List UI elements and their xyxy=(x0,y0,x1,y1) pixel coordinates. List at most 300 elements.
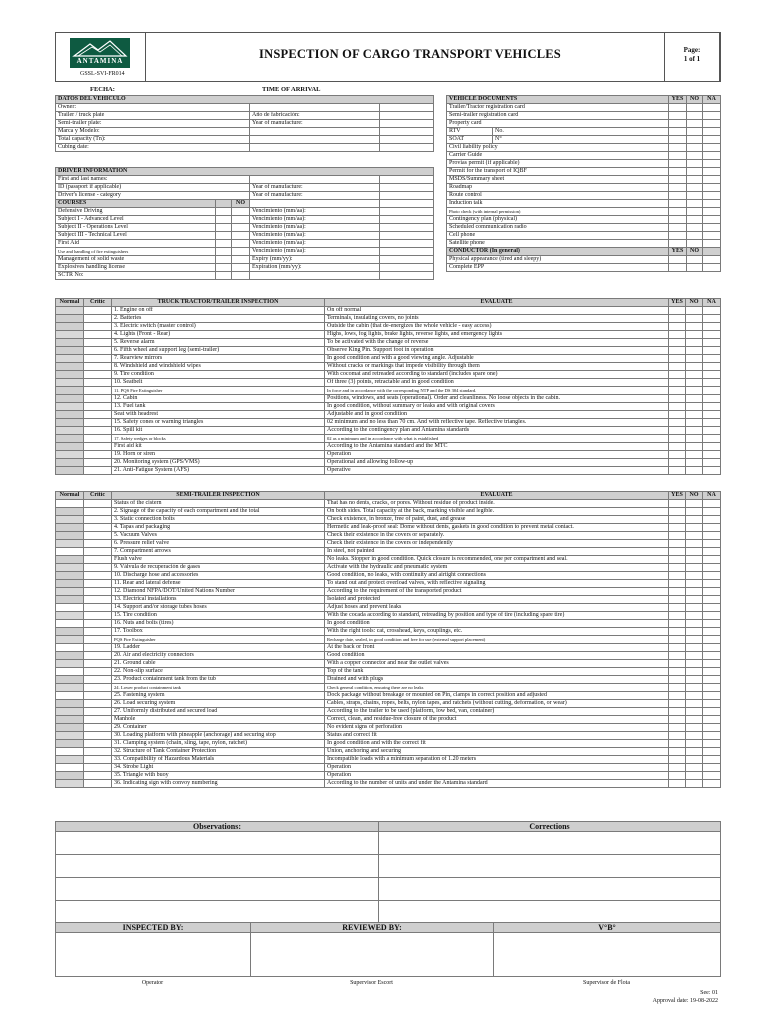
na-check[interactable] xyxy=(703,379,721,387)
yes-check[interactable] xyxy=(669,427,686,435)
critic-check[interactable] xyxy=(84,636,112,644)
no-check[interactable] xyxy=(686,764,703,772)
critic-check[interactable] xyxy=(84,459,112,467)
na-check[interactable] xyxy=(703,500,721,508)
no-check[interactable] xyxy=(686,556,703,564)
no-check[interactable] xyxy=(687,256,703,264)
na-check[interactable] xyxy=(703,200,721,208)
critic-check[interactable] xyxy=(84,307,112,315)
critic-check[interactable] xyxy=(84,756,112,764)
na-check[interactable] xyxy=(703,556,721,564)
normal-check[interactable] xyxy=(56,564,84,572)
observations-line[interactable] xyxy=(56,832,379,855)
critic-check[interactable] xyxy=(84,564,112,572)
critic-check[interactable] xyxy=(84,395,112,403)
critic-check[interactable] xyxy=(84,508,112,516)
na-check[interactable] xyxy=(703,208,721,216)
no-check[interactable] xyxy=(686,307,703,315)
expiry-value[interactable] xyxy=(380,216,434,224)
no-check[interactable] xyxy=(686,724,703,732)
field-value[interactable] xyxy=(380,192,434,200)
normal-check[interactable] xyxy=(56,419,84,427)
critic-check[interactable] xyxy=(84,692,112,700)
normal-check[interactable] xyxy=(56,700,84,708)
na-check[interactable] xyxy=(703,516,721,524)
yes-check[interactable] xyxy=(669,192,687,200)
na-check[interactable] xyxy=(703,232,721,240)
field-value[interactable] xyxy=(380,144,434,152)
course-yes-check[interactable] xyxy=(216,216,232,224)
no-check[interactable] xyxy=(686,620,703,628)
normal-check[interactable] xyxy=(56,411,84,419)
no-check[interactable] xyxy=(686,588,703,596)
expiry-value[interactable] xyxy=(380,208,434,216)
normal-check[interactable] xyxy=(56,588,84,596)
normal-check[interactable] xyxy=(56,363,84,371)
yes-check[interactable] xyxy=(669,363,686,371)
critic-check[interactable] xyxy=(84,548,112,556)
no-check[interactable] xyxy=(687,160,703,168)
normal-check[interactable] xyxy=(56,467,84,475)
yes-check[interactable] xyxy=(669,240,687,248)
yes-check[interactable] xyxy=(669,732,686,740)
normal-check[interactable] xyxy=(56,339,84,347)
critic-check[interactable] xyxy=(84,331,112,339)
normal-check[interactable] xyxy=(56,451,84,459)
no-check[interactable] xyxy=(686,636,703,644)
yes-check[interactable] xyxy=(669,176,687,184)
no-check[interactable] xyxy=(686,347,703,355)
normal-check[interactable] xyxy=(56,435,84,443)
no-check[interactable] xyxy=(687,232,703,240)
na-check[interactable] xyxy=(703,128,721,136)
yes-check[interactable] xyxy=(669,572,686,580)
no-check[interactable] xyxy=(686,323,703,331)
na-check[interactable] xyxy=(703,467,721,475)
na-check[interactable] xyxy=(703,652,721,660)
normal-check[interactable] xyxy=(56,355,84,363)
yes-check[interactable] xyxy=(669,216,687,224)
normal-check[interactable] xyxy=(56,628,84,636)
yes-check[interactable] xyxy=(669,596,686,604)
no-check[interactable] xyxy=(686,427,703,435)
na-check[interactable] xyxy=(703,756,721,764)
course-no-check[interactable] xyxy=(232,232,250,240)
critic-check[interactable] xyxy=(84,684,112,692)
na-check[interactable] xyxy=(703,363,721,371)
yes-check[interactable] xyxy=(669,307,686,315)
expiry-value[interactable] xyxy=(380,264,434,272)
expiry-value[interactable] xyxy=(380,256,434,264)
critic-check[interactable] xyxy=(84,652,112,660)
expiry-value[interactable] xyxy=(380,240,434,248)
yes-check[interactable] xyxy=(669,459,686,467)
na-check[interactable] xyxy=(703,104,721,112)
critic-check[interactable] xyxy=(84,355,112,363)
normal-check[interactable] xyxy=(56,307,84,315)
critic-check[interactable] xyxy=(84,660,112,668)
no-check[interactable] xyxy=(686,443,703,451)
field-value[interactable] xyxy=(380,104,434,112)
yes-check[interactable] xyxy=(669,532,686,540)
course-no-check[interactable] xyxy=(232,264,250,272)
normal-check[interactable] xyxy=(56,395,84,403)
na-check[interactable] xyxy=(703,152,721,160)
na-check[interactable] xyxy=(703,323,721,331)
yes-check[interactable] xyxy=(669,684,686,692)
critic-check[interactable] xyxy=(84,668,112,676)
yes-check[interactable] xyxy=(669,652,686,660)
normal-check[interactable] xyxy=(56,620,84,628)
na-check[interactable] xyxy=(703,604,721,612)
no-check[interactable] xyxy=(687,120,703,128)
yes-check[interactable] xyxy=(669,323,686,331)
na-check[interactable] xyxy=(703,732,721,740)
no-check[interactable] xyxy=(686,596,703,604)
yes-check[interactable] xyxy=(669,644,686,652)
normal-check[interactable] xyxy=(56,676,84,684)
inspected-signature-box[interactable] xyxy=(56,933,251,977)
na-check[interactable] xyxy=(703,716,721,724)
na-check[interactable] xyxy=(703,120,721,128)
yes-check[interactable] xyxy=(669,700,686,708)
yes-check[interactable] xyxy=(669,136,687,144)
field-value[interactable] xyxy=(380,176,434,184)
yes-check[interactable] xyxy=(669,379,686,387)
critic-check[interactable] xyxy=(84,780,112,788)
normal-check[interactable] xyxy=(56,596,84,604)
course-no-check[interactable] xyxy=(232,216,250,224)
expiry-value[interactable] xyxy=(380,272,434,280)
yes-check[interactable] xyxy=(669,184,687,192)
yes-check[interactable] xyxy=(669,724,686,732)
normal-check[interactable] xyxy=(56,371,84,379)
yes-check[interactable] xyxy=(669,604,686,612)
critic-check[interactable] xyxy=(84,612,112,620)
na-check[interactable] xyxy=(703,168,721,176)
yes-check[interactable] xyxy=(669,668,686,676)
normal-check[interactable] xyxy=(56,532,84,540)
normal-check[interactable] xyxy=(56,331,84,339)
no-check[interactable] xyxy=(687,176,703,184)
course-no-check[interactable] xyxy=(232,256,250,264)
no-check[interactable] xyxy=(686,403,703,411)
normal-check[interactable] xyxy=(56,524,84,532)
na-check[interactable] xyxy=(703,419,721,427)
na-check[interactable] xyxy=(703,192,721,200)
course-no-check[interactable] xyxy=(232,224,250,232)
observations-line[interactable] xyxy=(56,878,379,901)
critic-check[interactable] xyxy=(84,467,112,475)
yes-check[interactable] xyxy=(669,264,687,272)
yes-check[interactable] xyxy=(669,548,686,556)
observations-line[interactable] xyxy=(56,855,379,878)
yes-check[interactable] xyxy=(669,748,686,756)
normal-check[interactable] xyxy=(56,315,84,323)
critic-check[interactable] xyxy=(84,323,112,331)
critic-check[interactable] xyxy=(84,411,112,419)
normal-check[interactable] xyxy=(56,548,84,556)
no-check[interactable] xyxy=(687,184,703,192)
critic-check[interactable] xyxy=(84,451,112,459)
normal-check[interactable] xyxy=(56,379,84,387)
yes-check[interactable] xyxy=(669,411,686,419)
critic-check[interactable] xyxy=(84,363,112,371)
critic-check[interactable] xyxy=(84,387,112,395)
na-check[interactable] xyxy=(703,387,721,395)
critic-check[interactable] xyxy=(84,524,112,532)
normal-check[interactable] xyxy=(56,604,84,612)
na-check[interactable] xyxy=(703,216,721,224)
normal-check[interactable] xyxy=(56,572,84,580)
critic-check[interactable] xyxy=(84,435,112,443)
course-yes-check[interactable] xyxy=(216,256,232,264)
critic-check[interactable] xyxy=(84,419,112,427)
yes-check[interactable] xyxy=(669,524,686,532)
normal-check[interactable] xyxy=(56,403,84,411)
no-check[interactable] xyxy=(686,748,703,756)
normal-check[interactable] xyxy=(56,732,84,740)
na-check[interactable] xyxy=(703,459,721,467)
normal-check[interactable] xyxy=(56,387,84,395)
normal-check[interactable] xyxy=(56,708,84,716)
critic-check[interactable] xyxy=(84,556,112,564)
na-check[interactable] xyxy=(703,307,721,315)
critic-check[interactable] xyxy=(84,708,112,716)
no-check[interactable] xyxy=(687,152,703,160)
yes-check[interactable] xyxy=(669,339,686,347)
course-yes-check[interactable] xyxy=(216,272,232,280)
critic-check[interactable] xyxy=(84,676,112,684)
no-check[interactable] xyxy=(686,732,703,740)
no-check[interactable] xyxy=(687,240,703,248)
critic-check[interactable] xyxy=(84,724,112,732)
na-check[interactable] xyxy=(703,144,721,152)
no-check[interactable] xyxy=(686,644,703,652)
yes-check[interactable] xyxy=(669,636,686,644)
normal-check[interactable] xyxy=(56,347,84,355)
critic-check[interactable] xyxy=(84,764,112,772)
na-check[interactable] xyxy=(703,540,721,548)
no-check[interactable] xyxy=(687,104,703,112)
critic-check[interactable] xyxy=(84,371,112,379)
yes-check[interactable] xyxy=(669,716,686,724)
normal-check[interactable] xyxy=(56,612,84,620)
yes-check[interactable] xyxy=(669,224,687,232)
na-check[interactable] xyxy=(703,628,721,636)
na-check[interactable] xyxy=(703,355,721,363)
field-value[interactable] xyxy=(380,136,434,144)
na-check[interactable] xyxy=(703,112,721,120)
yes-check[interactable] xyxy=(669,500,686,508)
na-check[interactable] xyxy=(703,347,721,355)
no-check[interactable] xyxy=(686,467,703,475)
na-check[interactable] xyxy=(703,451,721,459)
corrections-line[interactable] xyxy=(379,855,721,878)
yes-check[interactable] xyxy=(669,355,686,363)
no-check[interactable] xyxy=(687,208,703,216)
na-check[interactable] xyxy=(703,403,721,411)
critic-check[interactable] xyxy=(84,740,112,748)
na-check[interactable] xyxy=(703,411,721,419)
course-yes-check[interactable] xyxy=(216,232,232,240)
yes-check[interactable] xyxy=(669,128,687,136)
no-check[interactable] xyxy=(686,684,703,692)
no-check[interactable] xyxy=(686,419,703,427)
yes-check[interactable] xyxy=(669,256,687,264)
critic-check[interactable] xyxy=(84,403,112,411)
no-check[interactable] xyxy=(687,168,703,176)
yes-check[interactable] xyxy=(669,232,687,240)
yes-check[interactable] xyxy=(669,200,687,208)
no-check[interactable] xyxy=(686,371,703,379)
no-check[interactable] xyxy=(687,264,703,272)
yes-check[interactable] xyxy=(669,660,686,668)
no-check[interactable] xyxy=(686,339,703,347)
no-check[interactable] xyxy=(686,395,703,403)
no-check[interactable] xyxy=(686,331,703,339)
no-check[interactable] xyxy=(686,508,703,516)
na-check[interactable] xyxy=(703,772,721,780)
yes-check[interactable] xyxy=(669,556,686,564)
yes-check[interactable] xyxy=(669,772,686,780)
expiry-value[interactable] xyxy=(380,248,434,256)
normal-check[interactable] xyxy=(56,459,84,467)
yes-check[interactable] xyxy=(669,756,686,764)
na-check[interactable] xyxy=(703,740,721,748)
no-check[interactable] xyxy=(686,756,703,764)
na-check[interactable] xyxy=(703,339,721,347)
critic-check[interactable] xyxy=(84,315,112,323)
yes-check[interactable] xyxy=(669,371,686,379)
yes-check[interactable] xyxy=(669,387,686,395)
yes-check[interactable] xyxy=(669,740,686,748)
no-check[interactable] xyxy=(686,780,703,788)
na-check[interactable] xyxy=(703,160,721,168)
na-check[interactable] xyxy=(703,612,721,620)
course-no-check[interactable] xyxy=(232,272,250,280)
yes-check[interactable] xyxy=(669,315,686,323)
no-check[interactable] xyxy=(686,716,703,724)
normal-check[interactable] xyxy=(56,668,84,676)
critic-check[interactable] xyxy=(84,572,112,580)
no-check[interactable] xyxy=(686,772,703,780)
normal-check[interactable] xyxy=(56,716,84,724)
normal-check[interactable] xyxy=(56,756,84,764)
yes-check[interactable] xyxy=(669,160,687,168)
no-check[interactable] xyxy=(686,379,703,387)
na-check[interactable] xyxy=(703,508,721,516)
no-check[interactable] xyxy=(687,200,703,208)
normal-check[interactable] xyxy=(56,556,84,564)
critic-check[interactable] xyxy=(84,644,112,652)
na-check[interactable] xyxy=(703,315,721,323)
yes-check[interactable] xyxy=(669,676,686,684)
no-check[interactable] xyxy=(686,604,703,612)
normal-check[interactable] xyxy=(56,644,84,652)
no-check[interactable] xyxy=(686,660,703,668)
critic-check[interactable] xyxy=(84,596,112,604)
no-check[interactable] xyxy=(686,355,703,363)
normal-check[interactable] xyxy=(56,660,84,668)
normal-check[interactable] xyxy=(56,500,84,508)
na-check[interactable] xyxy=(703,256,721,264)
no-check[interactable] xyxy=(686,532,703,540)
yes-check[interactable] xyxy=(669,120,687,128)
na-check[interactable] xyxy=(703,395,721,403)
no-check[interactable] xyxy=(687,136,703,144)
normal-check[interactable] xyxy=(56,580,84,588)
yes-check[interactable] xyxy=(669,620,686,628)
na-check[interactable] xyxy=(703,572,721,580)
normal-check[interactable] xyxy=(56,780,84,788)
na-check[interactable] xyxy=(703,636,721,644)
course-no-check[interactable] xyxy=(232,248,250,256)
no-check[interactable] xyxy=(686,387,703,395)
no-check[interactable] xyxy=(686,700,703,708)
no-check[interactable] xyxy=(687,112,703,120)
yes-check[interactable] xyxy=(669,451,686,459)
no-check[interactable] xyxy=(686,708,703,716)
na-check[interactable] xyxy=(703,371,721,379)
na-check[interactable] xyxy=(703,676,721,684)
yes-check[interactable] xyxy=(669,144,687,152)
critic-check[interactable] xyxy=(84,516,112,524)
no-check[interactable] xyxy=(686,315,703,323)
no-check[interactable] xyxy=(686,612,703,620)
na-check[interactable] xyxy=(703,176,721,184)
no-check[interactable] xyxy=(686,628,703,636)
critic-check[interactable] xyxy=(84,716,112,724)
critic-check[interactable] xyxy=(84,588,112,596)
corrections-line[interactable] xyxy=(379,878,721,901)
yes-check[interactable] xyxy=(669,112,687,120)
na-check[interactable] xyxy=(703,532,721,540)
yes-check[interactable] xyxy=(669,708,686,716)
course-no-check[interactable] xyxy=(232,240,250,248)
na-check[interactable] xyxy=(703,184,721,192)
yes-check[interactable] xyxy=(669,508,686,516)
no-check[interactable] xyxy=(686,668,703,676)
na-check[interactable] xyxy=(703,240,721,248)
yes-check[interactable] xyxy=(669,516,686,524)
yes-check[interactable] xyxy=(669,564,686,572)
critic-check[interactable] xyxy=(84,604,112,612)
yes-check[interactable] xyxy=(669,628,686,636)
normal-check[interactable] xyxy=(56,692,84,700)
na-check[interactable] xyxy=(703,443,721,451)
critic-check[interactable] xyxy=(84,580,112,588)
na-check[interactable] xyxy=(703,684,721,692)
course-yes-check[interactable] xyxy=(216,240,232,248)
na-check[interactable] xyxy=(703,331,721,339)
normal-check[interactable] xyxy=(56,508,84,516)
normal-check[interactable] xyxy=(56,516,84,524)
no-check[interactable] xyxy=(686,580,703,588)
na-check[interactable] xyxy=(703,692,721,700)
no-check[interactable] xyxy=(686,652,703,660)
no-check[interactable] xyxy=(687,224,703,232)
corrections-line[interactable] xyxy=(379,832,721,855)
critic-check[interactable] xyxy=(84,443,112,451)
yes-check[interactable] xyxy=(669,347,686,355)
na-check[interactable] xyxy=(703,524,721,532)
field-value[interactable] xyxy=(380,184,434,192)
na-check[interactable] xyxy=(703,580,721,588)
yes-check[interactable] xyxy=(669,208,687,216)
yes-check[interactable] xyxy=(669,692,686,700)
na-check[interactable] xyxy=(703,748,721,756)
